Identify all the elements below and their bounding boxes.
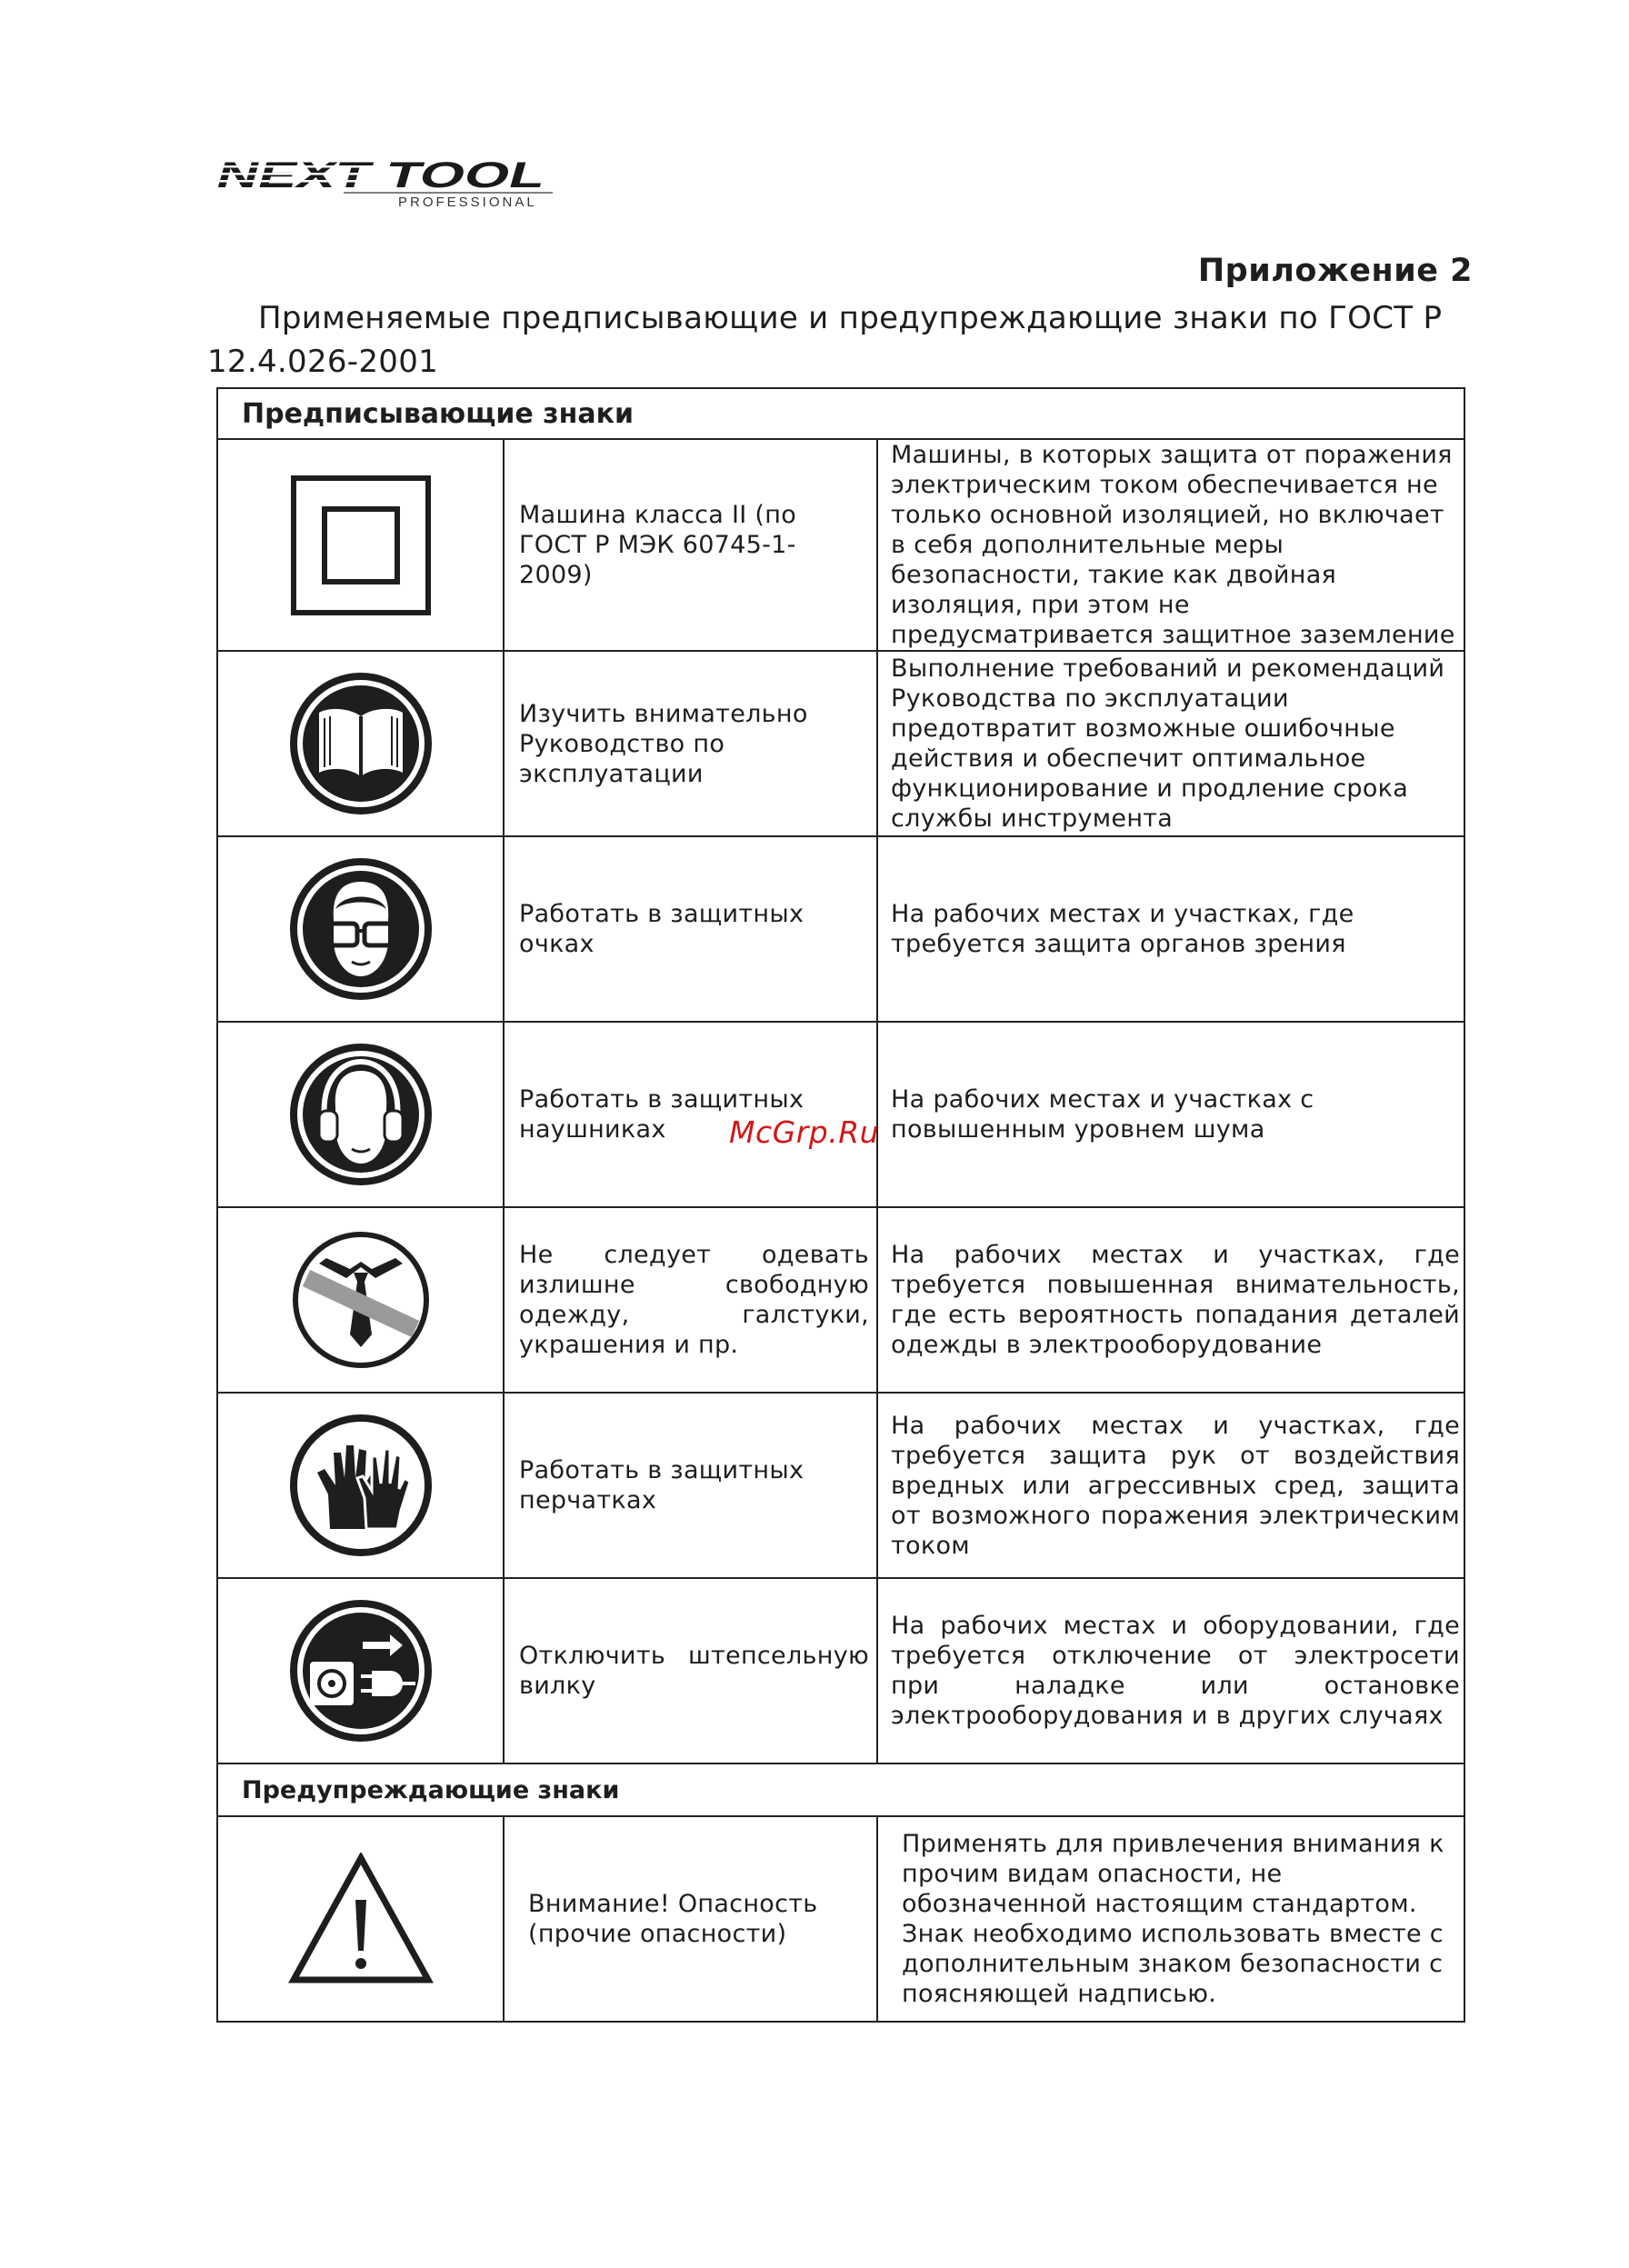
sign-description: На рабочих местах и участках, где требуется повышенная внимательность, где есть вероятность попадания деталей одежды в электрооборудование: [877, 1207, 1464, 1393]
ear-protection-icon: [288, 1042, 434, 1187]
sign-name: Работать в защитных перчатках: [504, 1393, 877, 1578]
sign-name: Работать в защитных очках: [504, 836, 877, 1022]
watermark-text: McGrp.Ru: [729, 1114, 880, 1150]
table-row: [217, 1578, 1464, 1763]
sign-description: На рабочих местах и участках, где требуется защита органов зрения: [877, 836, 1464, 1022]
unplug-icon: [288, 1598, 434, 1743]
sign-name: Не следует одевать излишне свободную одежду, галстуки, украшения и пр.: [504, 1207, 877, 1393]
table-row: [217, 1207, 1464, 1393]
section-header-mandatory: Предписывающие знаки: [217, 388, 1464, 439]
sign-description: Применять для привлечения внимания к прочим видам опасности, не обозначенной настоящим стандартом. Знак необходимо использовать вместе с дополнительным знаком безопасности с поясняющей надписью.: [877, 1816, 1464, 2022]
sign-name: Машина класса II (по ГОСТ Р МЭК 60745-1-2009): [504, 439, 877, 651]
sign-description: Машины, в которых защита от поражения электрическим током обеспечивается не только основной изоляцией, но включает в себя дополнительные меры безопасности, такие как двойная изоляция, при этом не предусматривается защитное заземление: [877, 439, 1464, 651]
sign-description: Выполнение требований и рекомендаций Руководства по эксплуатации предотвратит возможные ошибочные действия и обеспечит оптимальное функционирование и продление срока службы инструмента: [877, 651, 1464, 836]
table-row: [217, 1816, 1464, 2022]
table-row: [217, 439, 1464, 651]
sign-description: На рабочих местах и участках с повышенным уровнем шума: [877, 1022, 1464, 1207]
table-row: [217, 651, 1464, 836]
sign-name: Изучить внимательно Руководство по эксплуатации: [504, 651, 877, 836]
section-header-warning: Предупреждающие знаки: [217, 1763, 1464, 1816]
read-manual-book-icon: [288, 671, 434, 816]
signs-table: [216, 387, 1465, 2023]
class-ii-double-square-icon: [288, 473, 434, 618]
nexttool-logo: [207, 155, 553, 209]
sign-description: На рабочих местах и участках, где требуется защита рук от воздействия вредных или агрессивных сред, защита от возможного поражения электрическим током: [877, 1393, 1464, 1578]
appendix-title: Приложение 2: [1197, 253, 1473, 289]
svg-text:PROFESSIONAL: PROFESSIONAL: [398, 195, 537, 209]
sign-name: Внимание! Опасность (прочие опасности): [504, 1816, 877, 2022]
warning-triangle-icon: [288, 1853, 434, 1985]
no-loose-clothing-icon: [288, 1227, 434, 1373]
sign-name: Отключить штепсельную вилку: [504, 1578, 877, 1763]
table-row: [217, 1393, 1464, 1578]
protective-gloves-icon: [288, 1413, 434, 1558]
sign-description: На рабочих местах и оборудовании, где требуется отключение от электросети при наладке или остановке электрооборудования и в других случаях: [877, 1578, 1464, 1763]
intro-text: Применяемые предписывающие и предупреждающие знаки по ГОСТ Р 12.4.026-2001: [207, 300, 1443, 380]
table-row: [217, 836, 1464, 1022]
sign-name: Работать в защитных наушниках: [504, 1022, 877, 1207]
safety-glasses-icon: [288, 856, 434, 1002]
